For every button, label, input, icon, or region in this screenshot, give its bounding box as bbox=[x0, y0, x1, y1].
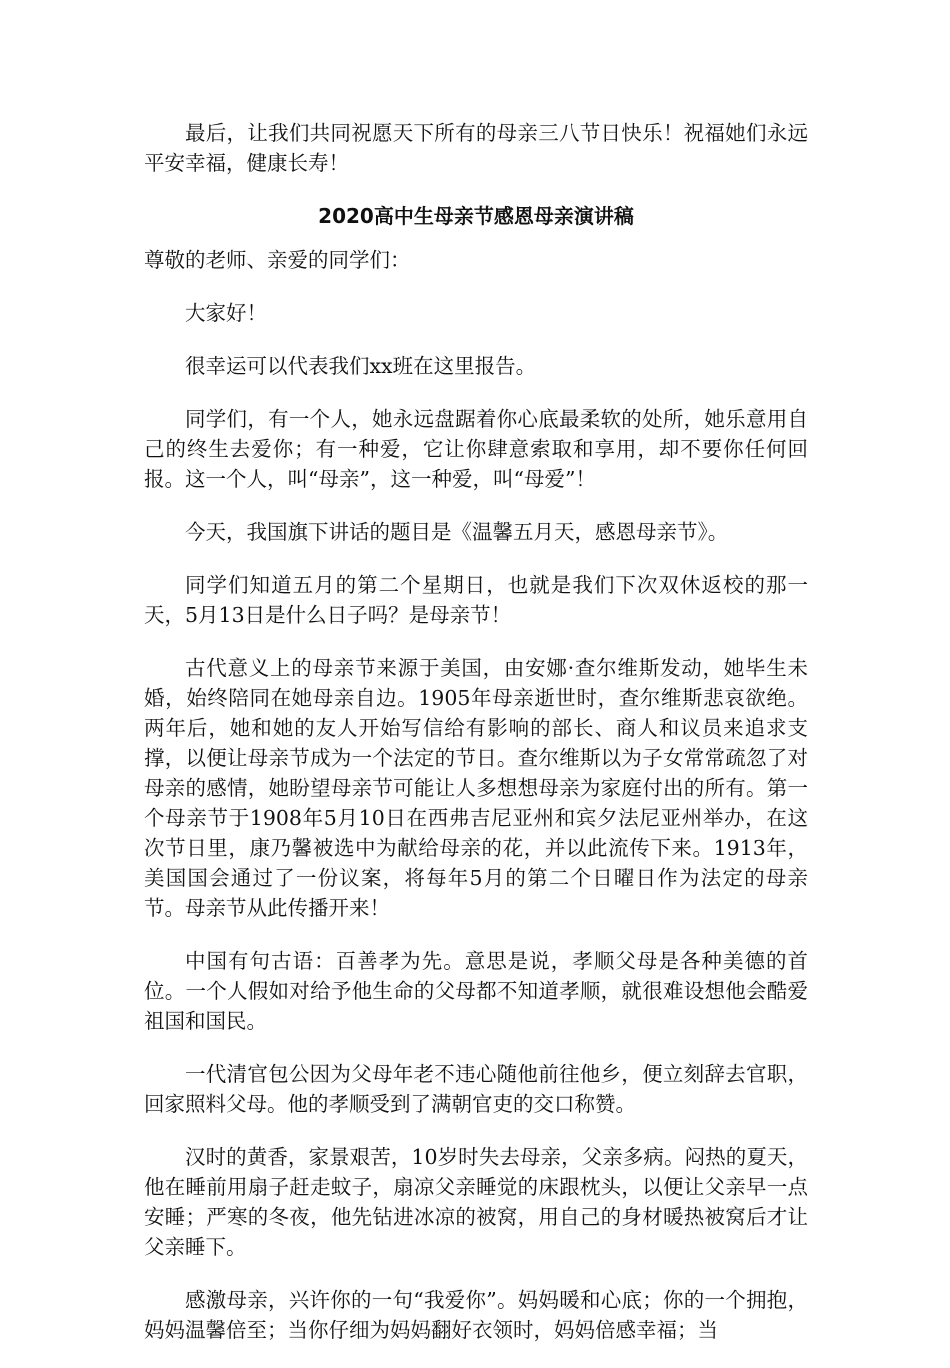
closing-paragraph: 最后，让我们共同祝愿天下所有的母亲三八节日快乐！祝福她们永远平安幸福，健康长寿！ bbox=[144, 121, 808, 175]
document-body bbox=[144, 118, 808, 1368]
paragraph: 同学们知道五月的第二个星期日，也就是我们下次双休返校的那一天，5月13日是什么日子吗？是母亲节！ bbox=[144, 573, 808, 627]
speech-title: 2020高中生母亲节感恩母亲演讲稿 bbox=[318, 204, 634, 228]
paragraph: 很幸运可以代表我们xx班在这里报告。 bbox=[185, 354, 537, 378]
salutation: 尊敬的老师、亲爱的同学们： bbox=[144, 248, 411, 272]
paragraph: 感激母亲，兴许你的一句“我爱你”。妈妈暖和心底；你的一个拥抱，妈妈温馨倍至；当你仔细为妈妈翻好衣领时，妈妈倍感幸福；当 bbox=[144, 1288, 808, 1342]
paragraph: 今天，我国旗下讲话的题目是《温馨五月天，感恩母亲节》。 bbox=[185, 520, 729, 544]
paragraph: 中国有句古语：百善孝为先。意思是说，孝顺父母是各种美德的首位。一个人假如对给予他生命的父母都不知道孝顺，就很难设想他会酷爱祖国和国民。 bbox=[144, 949, 808, 1033]
paragraph: 大家好！ bbox=[185, 301, 267, 325]
paragraph: 同学们，有一个人，她永远盘踞着你心底最柔软的处所，她乐意用自己的终生去爱你；有一种爱，它让你肆意索取和享用，却不要你任何回报。这一个人，叫“母亲”，这一种爱，叫“母爱”！ bbox=[144, 407, 808, 491]
paragraph: 一代清官包公因为父母年老不违心随他前往他乡，便立刻辞去官职，回家照料父母。他的孝顺受到了满朝官吏的交口称赞。 bbox=[144, 1062, 808, 1116]
paragraph: 汉时的黄香，家景艰苦，10岁时失去母亲，父亲多病。闷热的夏天，他在睡前用扇子赶走蚊子，扇凉父亲睡觉的床跟枕头，以便让父亲早一点安睡；严寒的冬夜，他先钻进冰凉的被窝，用自己的身材暖热被窝后才让父亲睡下。 bbox=[144, 1145, 808, 1259]
paragraph: 古代意义上的母亲节来源于美国，由安娜·查尔维斯发动，她毕生未婚，始终陪同在她母亲自边。1905年母亲逝世时，查尔维斯悲哀欲绝。两年后，她和她的友人开始写信给有影响的部长、商人和议员来追求支撑，以便让母亲节成为一个法定的节日。查尔维斯以为子女常常疏忽了对母亲的感情，她盼望母亲节可能让人多想想母亲为家庭付出的所有。第一个母亲节于1908年5月10日在西弗吉尼亚州和宾夕法尼亚州举办，在这次节日里，康乃馨被选中为献给母亲的花，并以此流传下来。1913年，美国国会通过了一份议案，将每年5月的第二个日曜日作为法定的母亲节。母亲节从此传播开来！ bbox=[144, 656, 808, 920]
